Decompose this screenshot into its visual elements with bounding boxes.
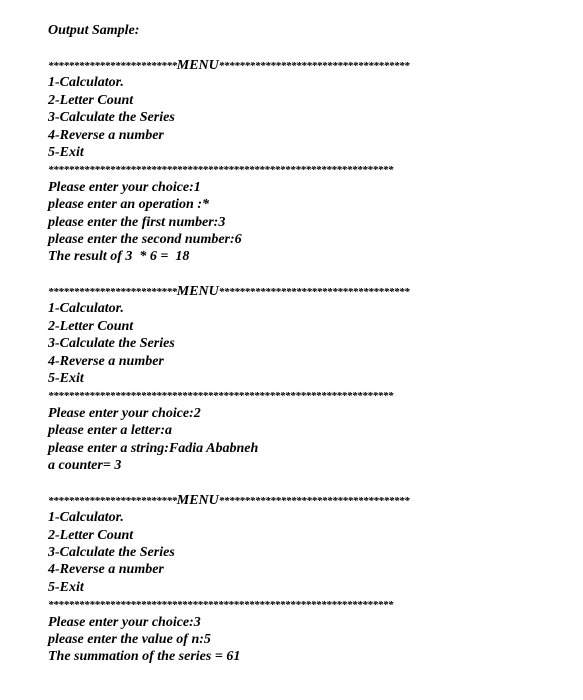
menu-item-calculate-series: 3-Calculate the Series [48,336,175,352]
menu-header-left-stars: ************************* [48,494,177,507]
menu-item-calculator: 1-Calculator. [48,301,124,317]
menu-item-reverse-number: 4-Reverse a number [48,353,164,369]
separator-stars: ******************************************************************* [48,164,394,177]
separator-stars: ******************************************************************* [48,599,394,612]
output-line: please enter a letter:a [48,423,173,439]
output-line: Please enter your choice:2 [48,405,201,421]
output-line: Please enter your choice:1 [48,179,201,195]
block-gap [48,474,568,491]
output-line: please enter the first number:3 [48,214,226,230]
block-gap [48,266,568,283]
output-sample-document [48,22,568,666]
menu-header-left-stars: ************************* [48,60,177,72]
menu-separator [48,596,568,613]
document-title: Output Sample: [48,23,140,38]
menu-item-exit: 5-Exit [48,579,84,595]
output-line: The result of 3 * 6 = 18 [48,249,190,265]
separator-stars: ******************************************************************* [48,390,394,403]
menu-header-word: MENU [176,58,219,73]
menu-header [48,57,568,74]
menu-header-left-stars: ************************* [48,286,177,299]
output-line: please enter the second number:6 [48,231,242,247]
output-line: The summation of the series = 61 [48,649,241,665]
menu-item-reverse-number: 4-Reverse a number [48,562,164,578]
menu-item-calculate-series: 3-Calculate the Series [48,544,175,560]
menu-item-letter-count: 2-Letter Count [48,318,134,334]
menu-header-word: MENU [176,492,219,508]
menu-separator [48,387,568,404]
output-line: a counter= 3 [48,457,122,473]
menu-item-calculate-series: 3-Calculate the Series [48,110,175,126]
menu-header-right-stars: ************************************* [218,494,410,507]
run-block-1 [48,57,568,266]
run-block-2 [48,283,568,474]
menu-item-letter-count: 2-Letter Count [48,527,134,543]
menu-item-calculator: 1-Calculator. [48,510,124,526]
run-block-3 [48,492,568,666]
menu-header-right-stars: ************************************* [218,286,410,299]
menu-item-exit: 5-Exit [48,144,84,160]
menu-separator [48,161,568,178]
menu-item-letter-count: 2-Letter Count [48,92,134,108]
output-line: Please enter your choice:3 [48,614,201,630]
menu-header-word: MENU [176,284,219,300]
menu-item-calculator: 1-Calculator. [48,75,124,91]
menu-item-reverse-number: 4-Reverse a number [48,127,164,143]
menu-item-exit: 5-Exit [48,371,84,387]
output-line: please enter an operation :* [48,197,209,213]
menu-header-right-stars: ************************************* [218,60,410,72]
menu-header [48,492,568,509]
menu-header [48,283,568,300]
output-line: please enter a string:Fadia Ababneh [48,440,259,456]
output-line: please enter the value of n:5 [48,631,211,647]
